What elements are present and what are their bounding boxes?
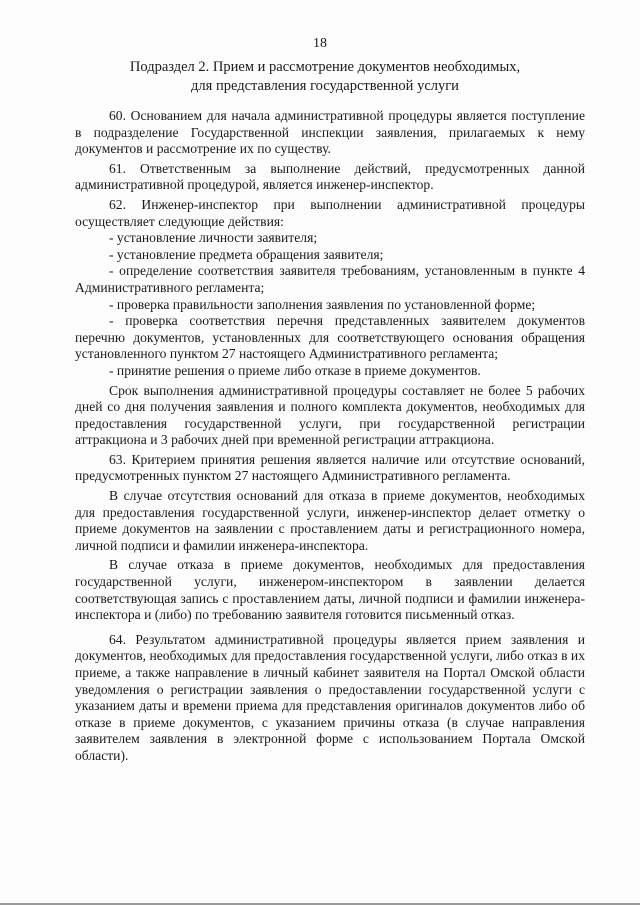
paragraph-64: 64. Результатом административной процедуры является прием заявления и документов, необходимых для предоставления государственной услуги, либо отказ в их приеме, а также направление в личный кабинет заявителя на Портал Омской области уведомления о регистрации заявления о предоставлении государственной услуги с указанием даты и времени приема для представления оригиналов документов либо об отказе в приеме документов, с указанием причины отказа (в случае направления заявителем заявления в электронной форме с использованием Портала Омской области).: [75, 631, 585, 763]
paragraph-60: 60. Основанием для начала административной процедуры является поступление в подразделение Государственной инспекции заявления, прилагаемых к нему документов и рассмотрение их по существу.: [75, 108, 585, 157]
paragraph-62: 62. Инженер-инспектор при выполнении административной процедуры осуществляет следующие действия:: [75, 196, 585, 229]
list-item: - установление личности заявителя;: [109, 230, 318, 246]
list-item: - принятие решения о приеме либо отказе в приеме документов.: [109, 362, 481, 378]
paragraph-refusal: В случае отказа в приеме документов, необходимых для предоставления государственной услуги, инженером-инспектором в заявлении делается соответствующая запись с проставлением даты, личной подписи и фамилии инженера-инспектора и (либо) по требованию заявителя готовится письменный отказ.: [75, 557, 585, 623]
list-item: - проверка правильности заполнения заявления по установленной форме;: [109, 296, 536, 312]
section-heading: [60, 58, 590, 96]
page-number: 18: [313, 36, 327, 51]
list-item: - установление предмета обращения заявителя;: [109, 246, 384, 262]
section-heading-line: для представления государственной услуги: [191, 78, 459, 94]
document-body: [75, 108, 585, 765]
paragraph-61: 61. Ответственным за выполнение действий, предусмотренных данной административной процедурой, является инженер-инспектор.: [75, 160, 585, 193]
paragraph-deadline: Срок выполнения административной процедуры составляет не более 5 рабочих дней со дня получения заявления и полного комплекта документов, необходимых для предоставления государственной услуги, при государственной регистрации аттракциона и 3 рабочих дней при временной регистрации аттракциона.: [75, 382, 585, 448]
paragraph-acceptance: В случае отсутствия оснований для отказа в приеме документов, необходимых для предоставления государственной услуги, инженер-инспектор делает отметку о приеме документов на заявлении с проставлением даты и регистрационного номера, личной подписи и фамилии инженера-инспектора.: [75, 488, 585, 553]
paragraph-63: 63. Критерием принятия решения является наличие или отсутствие оснований, предусмотренных пунктом 27 настоящего Административного регламента.: [75, 451, 585, 484]
list-item: - определение соответствия заявителя требованиям, установленным в пункте 4 Административного регламента;: [75, 263, 585, 295]
section-heading-line: Подраздел 2. Прием и рассмотрение документов необходимых,: [129, 59, 521, 75]
list-item: - проверка соответствия перечня представленных заявителем документов перечню документов, установленных для соответствующего основания обращения установленного пунктом 27 настоящего Административного регламента;: [75, 313, 585, 362]
